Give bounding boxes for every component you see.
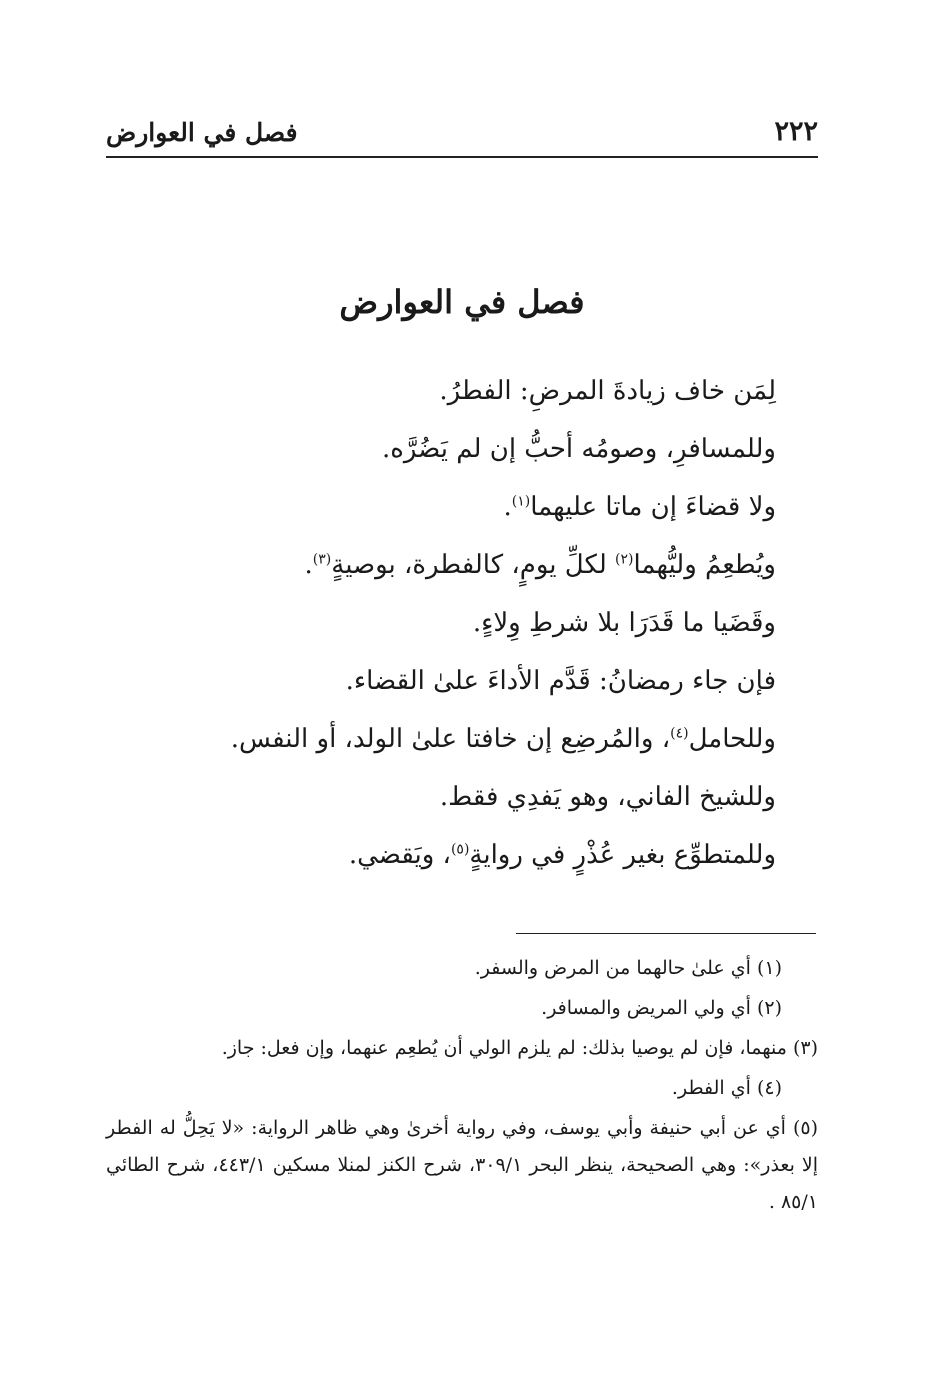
footnote: (٥) أي عن أبي حنيفة وأبي يوسف، وفي رواية أخرىٰ وهي ظاهر الرواية: «لا يَحِلُّ له الفطر إلا بعذر»: وهي الصحيحة، ينظر البحر ٣٠٩/١، شرح الكنز لمنلا مسكين ٤٤٣/١، شرح الطائي ٨٥/١ . — [106, 1117, 819, 1213]
footnote-ref[interactable]: (١) — [511, 493, 531, 510]
footnote: (٣) منهما، فإن لم يوصيا بذلك: لم يلزم الولي أن يُطعِم عنهما، وإن فعل: جاز. — [221, 1037, 818, 1059]
running-title: فصل في العوارض — [106, 118, 298, 147]
body-line: لِمَن خاف زيادةَ المرضِ: الفطرُ. — [439, 376, 776, 406]
body-line: وللشيخ الفاني، وهو يَفدِي فقط. — [439, 782, 776, 812]
footnote-separator — [516, 933, 816, 934]
running-header — [106, 112, 818, 152]
body-line: وللمسافرِ، وصومُه أحبُّ إن لم يَضُرَّه. — [381, 434, 776, 464]
footnote: (١) أي علىٰ حالهما من المرض والسفر. — [474, 957, 782, 979]
page-number: ٢٢٢ — [774, 116, 818, 147]
body-line: ويُطعِمُ وليُّهما$^{(٢)}$ لكلِّ يومٍ، كالفطرة، بوصيةٍ$^{(٣)}$. — [304, 550, 776, 580]
footnote-ref[interactable]: (٣) — [312, 551, 332, 568]
body-line: وقَضَيا ما قَدَرَا بلا شرطِ وِلاءٍ. — [472, 608, 776, 638]
footnote: (٤) أي الفطر. — [671, 1077, 782, 1099]
body-line: وللمتطوِّع بغير عُذْرٍ في روايةٍ$^{(٥)}$، ويَقضي. — [348, 840, 776, 870]
footnote: (٢) أي ولي المريض والمسافر. — [541, 997, 782, 1019]
chapter-heading: فصل في العوارض — [339, 283, 585, 321]
body-text — [156, 368, 776, 890]
body-line: ولا قضاءَ إن ماتا عليهما$^{(١)}$. — [503, 492, 776, 522]
header-divider — [106, 156, 818, 158]
body-line: وللحامل$^{(٤)}$، والمُرضِع إن خافتا علىٰ الولد، أو النفس. — [230, 724, 776, 754]
footnote-ref[interactable]: (٤) — [670, 725, 689, 742]
footnote-ref[interactable]: (٢) — [615, 551, 634, 568]
footnote-ref[interactable]: (٥) — [450, 841, 470, 858]
body-line: فإن جاء رمضانُ: قَدَّم الأداءَ علىٰ القضاء. — [345, 666, 776, 696]
footnotes — [106, 950, 818, 1224]
